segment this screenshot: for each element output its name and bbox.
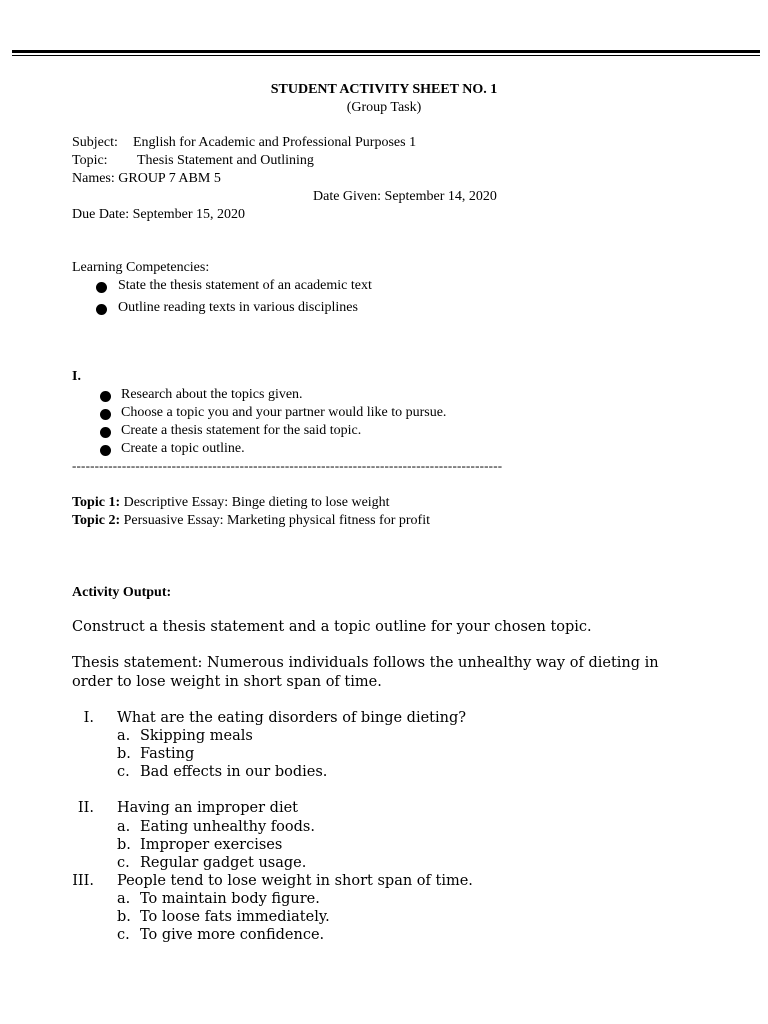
outline-sub-item: Improper exercises	[140, 837, 283, 853]
bullet-icon	[96, 282, 107, 293]
topic-label: Topic:	[72, 153, 108, 168]
outline-sub-letter: c.	[117, 764, 130, 780]
outline-sub-letter: c.	[117, 927, 130, 943]
header-rule-thin	[12, 55, 760, 56]
bullet-icon	[100, 391, 111, 402]
due-date: Due Date: September 15, 2020	[72, 207, 246, 222]
bullet-icon	[100, 445, 111, 456]
topic-1-text: Descriptive Essay: Binge dieting to lose weight	[123, 495, 390, 510]
dashed-divider: -----------------------------------------------------------------------------------------------	[72, 458, 503, 473]
outline-sub-letter: b.	[117, 746, 131, 762]
outline-numeral: I.	[83, 710, 94, 726]
outline-sub-item: To loose fats immediately.	[140, 909, 330, 925]
output-heading: Activity Output:	[72, 585, 172, 600]
outline-sub-item: Fasting	[140, 746, 195, 762]
output-instruction: Construct a thesis statement and a topic outline for your chosen topic.	[72, 619, 592, 635]
outline-heading: Having an improper diet	[117, 800, 299, 816]
topic-1	[72, 495, 390, 511]
competencies-heading: Learning Competencies:	[72, 260, 210, 275]
outline-sub-letter: c.	[117, 855, 130, 871]
competency-item: State the thesis statement of an academic text	[118, 278, 372, 293]
task-item: Choose a topic you and your partner would like to pursue.	[121, 405, 447, 420]
outline-sub-item: Regular gadget usage.	[140, 855, 307, 871]
section-label: I.	[72, 369, 81, 384]
outline-sub-letter: b.	[117, 909, 131, 925]
outline-sub-item: Bad effects in our bodies.	[140, 764, 328, 780]
subject-value: English for Academic and Professional Purposes 1	[133, 135, 417, 150]
bullet-icon	[100, 409, 111, 420]
outline-sub-item: Eating unhealthy foods.	[140, 819, 315, 835]
outline-sub-item: To maintain body figure.	[140, 891, 320, 907]
outline-sub-letter: a.	[117, 728, 131, 744]
outline-sub-item: Skipping meals	[140, 728, 253, 744]
subject-label: Subject:	[72, 135, 118, 150]
topic-1-label: Topic 1:	[72, 495, 121, 510]
task-item: Create a topic outline.	[121, 441, 245, 456]
outline-sub-letter: a.	[117, 819, 131, 835]
outline-sub-item: To give more confidence.	[140, 927, 325, 943]
topic-2-label: Topic 2:	[72, 513, 121, 528]
outline-sub-letter: a.	[117, 891, 131, 907]
thesis-statement-line-1: Thesis statement: Numerous individuals follows the unhealthy way of dieting in	[72, 655, 659, 671]
outline-heading: People tend to lose weight in short span of time.	[117, 873, 473, 889]
header-rule-thick	[12, 50, 760, 53]
topic-2-text: Persuasive Essay: Marketing physical fitness for profit	[123, 513, 430, 528]
date-given: Date Given: September 14, 2020	[313, 189, 497, 204]
outline-numeral: II.	[77, 800, 94, 816]
outline-numeral: III.	[72, 873, 94, 889]
topic-2	[72, 513, 430, 529]
sheet-title: STUDENT ACTIVITY SHEET NO. 1	[270, 82, 498, 97]
task-item: Create a thesis statement for the said topic.	[121, 423, 362, 438]
topic-value: Thesis Statement and Outlining	[137, 153, 314, 168]
sheet-subtitle: (Group Task)	[346, 100, 422, 115]
thesis-statement-line-2: order to lose weight in short span of time.	[72, 674, 382, 690]
bullet-icon	[96, 304, 107, 315]
bullet-icon	[100, 427, 111, 438]
task-item: Research about the topics given.	[121, 387, 303, 402]
competency-item: Outline reading texts in various disciplines	[118, 300, 358, 315]
outline-sub-letter: b.	[117, 837, 131, 853]
outline-heading: What are the eating disorders of binge dieting?	[117, 710, 467, 726]
names-line: Names: GROUP 7 ABM 5	[72, 171, 221, 186]
